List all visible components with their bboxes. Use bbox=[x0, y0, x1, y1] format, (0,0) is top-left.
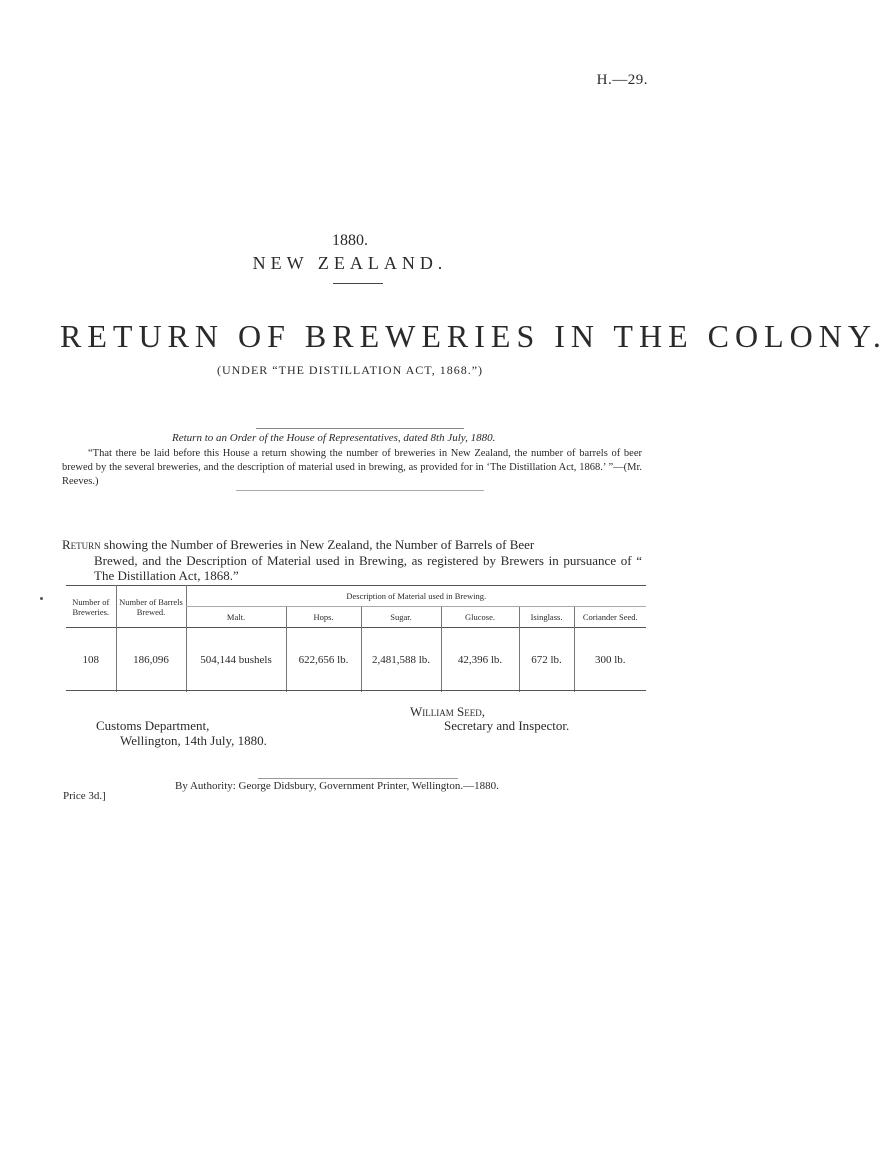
cell-barrels: 186,096 bbox=[116, 628, 186, 693]
divider bbox=[258, 778, 458, 779]
cell-malt: 504,144 bushels bbox=[186, 628, 286, 693]
page-reference: H.—29. bbox=[596, 72, 648, 88]
header-hops: Hops. bbox=[286, 607, 361, 628]
divider bbox=[236, 490, 484, 491]
place-date: Wellington, 14th July, 1880. bbox=[120, 733, 267, 748]
page-title: RETURN OF BREWERIES IN THE COLONY. bbox=[60, 318, 887, 354]
document-year: 1880. bbox=[332, 232, 368, 249]
signatory-name: William Seed, bbox=[410, 704, 485, 719]
header-isinglass: Isinglass. bbox=[519, 607, 574, 628]
header-coriander-seed: Coriander Seed. bbox=[574, 607, 646, 628]
divider bbox=[256, 428, 464, 429]
header-glucose: Glucose. bbox=[441, 607, 519, 628]
order-text: “That there be laid before this House a return showing the number of breweries in New Zealand, the number of barrels of beer brewed by the several breweries, and the description of material used in brewing, as provided for in ‘The Distillation Act, 1868.’ ”—(Mr. Reeves.) bbox=[62, 448, 642, 487]
divider bbox=[66, 690, 646, 691]
cell-coriander: 300 lb. bbox=[574, 628, 646, 693]
header-malt: Malt. bbox=[186, 607, 286, 628]
cell-glucose: 42,396 lb. bbox=[441, 628, 519, 693]
margin-mark bbox=[40, 597, 43, 600]
printer-authority: By Authority: George Didsbury, Government Printer, Wellington.—1880. bbox=[175, 780, 499, 792]
country-heading: NEW ZEALAND. bbox=[252, 253, 448, 273]
cell-hops: 622,656 lb. bbox=[286, 628, 361, 693]
header-sugar: Sugar. bbox=[361, 607, 441, 628]
price: Price 3d.] bbox=[63, 790, 106, 802]
cell-breweries: 108 bbox=[82, 654, 99, 666]
header-barrels-brewed: Number of Barrels Brewed. bbox=[116, 586, 186, 628]
department: Customs Department, bbox=[96, 718, 210, 733]
header-material-group: Description of Material used in Brewing. bbox=[186, 586, 646, 607]
return-continuation: Brewed, and the Description of Material used in Brewing, as registered by Brewers in pursuance of “ The Distillation Act, 1868.” bbox=[94, 552, 642, 583]
header-number-of-breweries: Number of Breweries. bbox=[72, 596, 110, 617]
return-line1: showing the Number of Breweries in New Zealand, the Number of Barrels of Beer bbox=[100, 537, 535, 552]
breweries-table bbox=[66, 585, 646, 692]
divider bbox=[333, 283, 383, 284]
table-row bbox=[66, 628, 646, 693]
page-subtitle: (UNDER “THE DISTILLATION ACT, 1868.”) bbox=[216, 363, 484, 377]
return-description bbox=[62, 537, 642, 584]
cell-sugar: 2,481,588 lb. bbox=[361, 628, 441, 693]
order-reference: Return to an Order of the House of Representatives, dated 8th July, 1880. bbox=[172, 432, 496, 444]
return-lead: Return bbox=[62, 537, 101, 552]
signatory-title: Secretary and Inspector. bbox=[444, 718, 570, 733]
cell-isinglass: 672 lb. bbox=[519, 628, 574, 693]
